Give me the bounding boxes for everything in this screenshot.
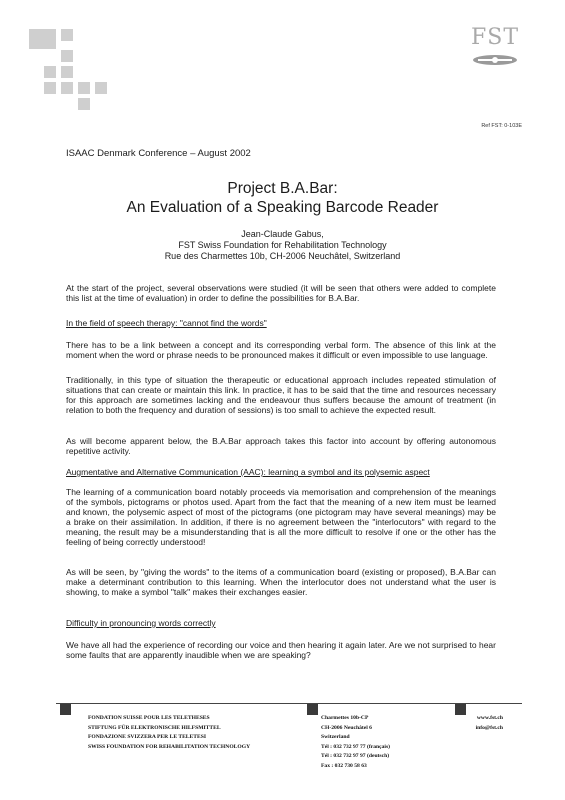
intro-paragraph [66,283,496,303]
footer-address-line: Tél : 032 732 97 77 (français) [321,743,390,750]
author-address: Rue des Charmettes 10b, CH-2006 Neuchâtel, Switzerland [164,251,401,261]
section-aac [66,467,496,477]
footer-contact [476,714,503,733]
fst-logo [468,26,522,70]
paragraph-text: There has to be a link between a concept and its corresponding verbal form. The absence of this link at the moment when the word or phrase needs to be pronounced makes it difficult or even impossible to use language. [66,340,496,361]
decor-square [61,66,73,78]
conference-line: ISAAC Denmark Conference – August 2002 [66,148,251,159]
footer-name-line: STIFTUNG FÜR ELEKTRONISCHE HILFSMITTEL [88,724,221,731]
section-speech-therapy [66,318,496,328]
footer-square [60,704,71,715]
paragraph-text: As will be seen, by "giving the words" to the items of a communication board (existing or proposed), B.A.Bar can make a determinant contribution to this learning. When the interlocutor does not understand what the user is showing, to make a symbol "talk" makes their exchanges easier. [66,567,496,598]
footer-address-line: CH-2006 Neuchâtel 6 [321,724,372,731]
decor-square [44,66,56,78]
decor-square [44,82,56,94]
paragraph-text: The learning of a communication board notably proceeds via memorisation and comprehension of the meanings of the symbols, pictograms or photos used. Apart from the fact that the meaning of a new item must be learned and known, the polysemic aspect of most of the pictograms (one pictogram may have several meanings) may be a brake on their assimilation. In addition, if there is no agreement between the "interlocutors" with regard to the meaning, the result may be a misunderstanding that is all the more difficult to resolve if one or the other has the feeling of being correctly understood! [66,487,496,548]
footer-square [455,704,466,715]
footer-square [307,704,318,715]
footer-address-line: Fax : 032 730 58 63 [321,762,367,769]
footer-address-line: Switzerland [321,734,350,740]
decor-square [78,98,90,110]
decor-square [61,82,73,94]
author-organization: FST Swiss Foundation for Rehabilitation Technology [178,240,387,250]
paragraph-text: At the start of the project, several observations were studied (it will be seen that others were added to complete this list at the time of evaluation) in order to define the possibilities for B.A.Bar. [66,283,496,304]
footer-address-line: Charmettes 10b-CP [321,715,369,721]
section-pronunciation-p1 [66,640,496,660]
footer-name-line: FONDAZIONE SVIZZERA PER LE TELETESI [88,734,207,740]
paragraph-text: As will become apparent below, the B.A.Bar approach takes this factor into account by offering autonomous repetitive activity. [66,436,496,457]
decor-square [29,29,56,49]
section-heading: Augmentative and Alternative Communication (AAC): learning a symbol and its polysemic aspect [66,467,430,477]
page-subtitle: An Evaluation of a Speaking Barcode Reader [126,199,439,216]
section-speech-therapy-p3 [66,436,496,456]
reference-number: Ref FST: 0-103E [481,123,522,129]
footer-email-link[interactable]: info@fst.ch [475,724,503,731]
decor-square [78,82,90,94]
section-heading: Difficulty in pronouncing words correctly [66,618,216,628]
section-heading: In the field of speech therapy: "cannot find the words" [66,318,267,328]
decor-square [61,50,73,62]
section-aac-p2 [66,567,496,597]
logo-text: FST [470,25,519,50]
section-aac-p1 [66,487,496,548]
logo-symbol-icon [472,53,518,67]
footer-address-line: Tél : 032 732 97 97 (deutsch) [321,753,390,759]
footer-name-line: SWISS FOUNDATION FOR REHABILITATION TECHNOLOGY [88,743,251,750]
footer-address [321,714,390,771]
decor-square [61,29,73,41]
author-name: Jean-Claude Gabus, [241,229,324,239]
section-pronunciation [66,618,496,628]
footer-website-link[interactable]: www.fst.ch [476,715,503,721]
page-title: Project B.A.Bar: [227,180,338,197]
decor-square [95,82,107,94]
footer-rule [56,703,522,704]
footer-name-line: FONDATION SUISSE POUR LES TELETHESES [88,715,210,721]
section-speech-therapy-p2 [66,375,496,415]
paragraph-text: Traditionally, in this type of situation the therapeutic or educational approach includes repeated stimulation of situations that can create or maintain this link. In practice, it has to be said that the time and resources necessary for this approach are sometimes lacking and the endeavour thus suffers because the amount of treatment (in relation to both the frequency and duration of sessions) is too small to achieve the expected result. [66,375,496,416]
paragraph-text: We have all had the experience of recording our voice and then hearing it again later. Are we not surprised to hear some faults that are apparently inaudible when we are speaking? [66,640,496,661]
section-speech-therapy-p1 [66,340,496,360]
footer-foundation-names [88,714,250,752]
